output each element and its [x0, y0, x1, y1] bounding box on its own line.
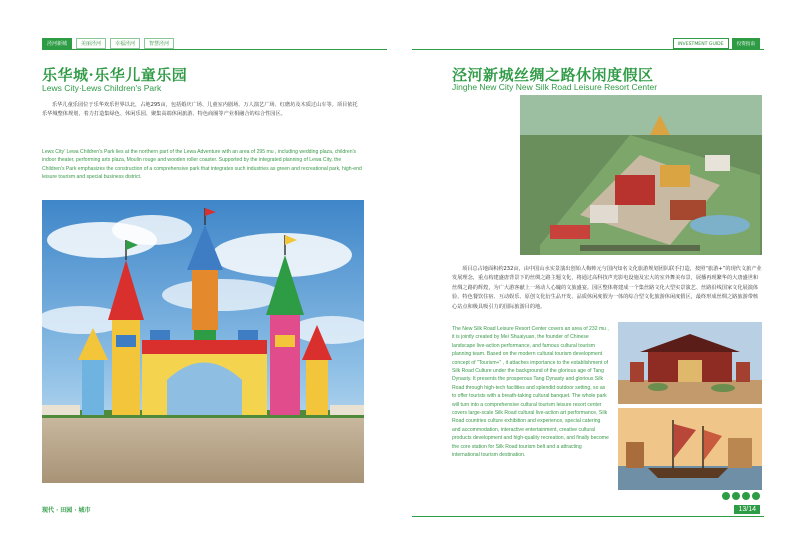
right-page: [400, 0, 800, 542]
page-title-en: Lews City·Lews Children's Park: [42, 83, 162, 93]
silk-road-gate-photo: [618, 322, 762, 404]
tab-investment-guide-en[interactable]: INVESTMENT GUIDE: [673, 38, 729, 49]
page-title-cn: 泾河新城丝绸之路休闲度假区: [452, 66, 654, 84]
header-divider: [412, 49, 764, 50]
page-title-en: Jinghe New City New Silk Road Leisure Resort Center: [452, 82, 658, 92]
nav-tab-beautiful-jinghe[interactable]: 美丽泾河: [76, 38, 106, 49]
nav-tab-happy-jinghe[interactable]: 幸福泾河: [110, 38, 140, 49]
body-text-cn: 乐华儿童乐园位于乐华欢乐世界以北，占地295亩，包括婚庆广场、儿童室内剧场、万人演艺广场、红磨坊及木质过山车等。项目依托乐华城整体规划，着力打造集绿色、休闲乐园、聚集高端休闲旅游、特色商圈等产业相融合的综合性园区。: [42, 102, 358, 118]
body-text-cn: 项目总占地面积约232亩，由中国山水实景演出创始人梅帅元与国内知名文化旅游规划团队联手打造，按照“旅游+”的现代文旅产业发展理念，重点构建盛唐背景下的丝绸之路主题文化，将通过高科技声光影电设施及宏大的室外舞美布景，展播再现繁华的大唐盛世和丝绸之路的辉煌，为广大游客献上一场动人心魄的文旅盛宴。园区整体将建成一个集丝路文化大型实景演艺、丝路沿线国家文化展演体验、特色餐饮住宿、互动娱乐、原创文化衍生品开发、品质休闲度假为一体的综合型文化旅游休闲度假区，最终形成丝绸之路旅游带核心站点和极具吸引力的国际旅游目的地。: [452, 266, 762, 310]
tab-investment-guide-cn[interactable]: 投资指南: [732, 38, 760, 49]
footer-slogan: 现代 · 田园 · 城市: [42, 507, 91, 514]
header-divider: [42, 49, 387, 50]
page-number: 13/14: [734, 505, 760, 514]
city-icon: [752, 492, 760, 500]
silk-road-ship-photo: [618, 408, 762, 490]
nav-tab-smart-jinghe[interactable]: 智慧泾河: [144, 38, 174, 49]
body-text-en: Lews City' Lewa Children's Park lies at the northern part of the Lewa Adventure with an area of 295 mu , including wedding plaza, children's indoor theater, performing arts plaza, Moulin rouge and wooden roller coaster. Supported by the integrated planning of Lewa City, the Children's Park emphasizes the construction of a comprehensive park that integrates such industries as green and recreational park, high-end leisure tourism and special business district.: [42, 149, 362, 181]
footer-divider: [412, 516, 764, 517]
section-tabs: [673, 38, 760, 49]
section-nav: [42, 38, 174, 49]
nav-tab-jinghe-new-city[interactable]: 泾河新城: [42, 38, 72, 49]
leaf-icon: [722, 492, 730, 500]
resort-aerial-render: [520, 95, 762, 255]
tree-icon: [742, 492, 750, 500]
house-icon: [732, 492, 740, 500]
page-title-cn: 乐华城·乐华儿童乐园: [42, 66, 188, 84]
children-park-gate-photo: [42, 200, 364, 483]
footer-icon-group: [722, 492, 760, 500]
body-text-en: The New Silk Road Leisure Resort Center covers an area of 232 mu , it is jointly created by Mei Shuaiyuan, the founder of Chinese landscape live-action performance, and famous cultural tourism planning team. Based on the modern cultural tourism development concept of "Tourism+" , it attaches importance to the establishment of Silk Road Culture under the background of the glorious age of Tang Dynasty. It presents the prosperous Tang Dynasty and glorious Silk Road through high-tech facilities and splendid outdoor setting, so as to offer tourists with a breath-taking cultural banquet. The whole park will turn into a comprehensive cultural tourism leisure resort center covers large-scale Silk Road cultural live-action art performance, Silk Road countries culture exhibition and experience, special catering and accommodation, interactive entertainment, creative cultural products development and high-quality recreation, and finally become the core station for Silk Road tourism belt and a attracting international tourism destination.: [452, 326, 609, 459]
